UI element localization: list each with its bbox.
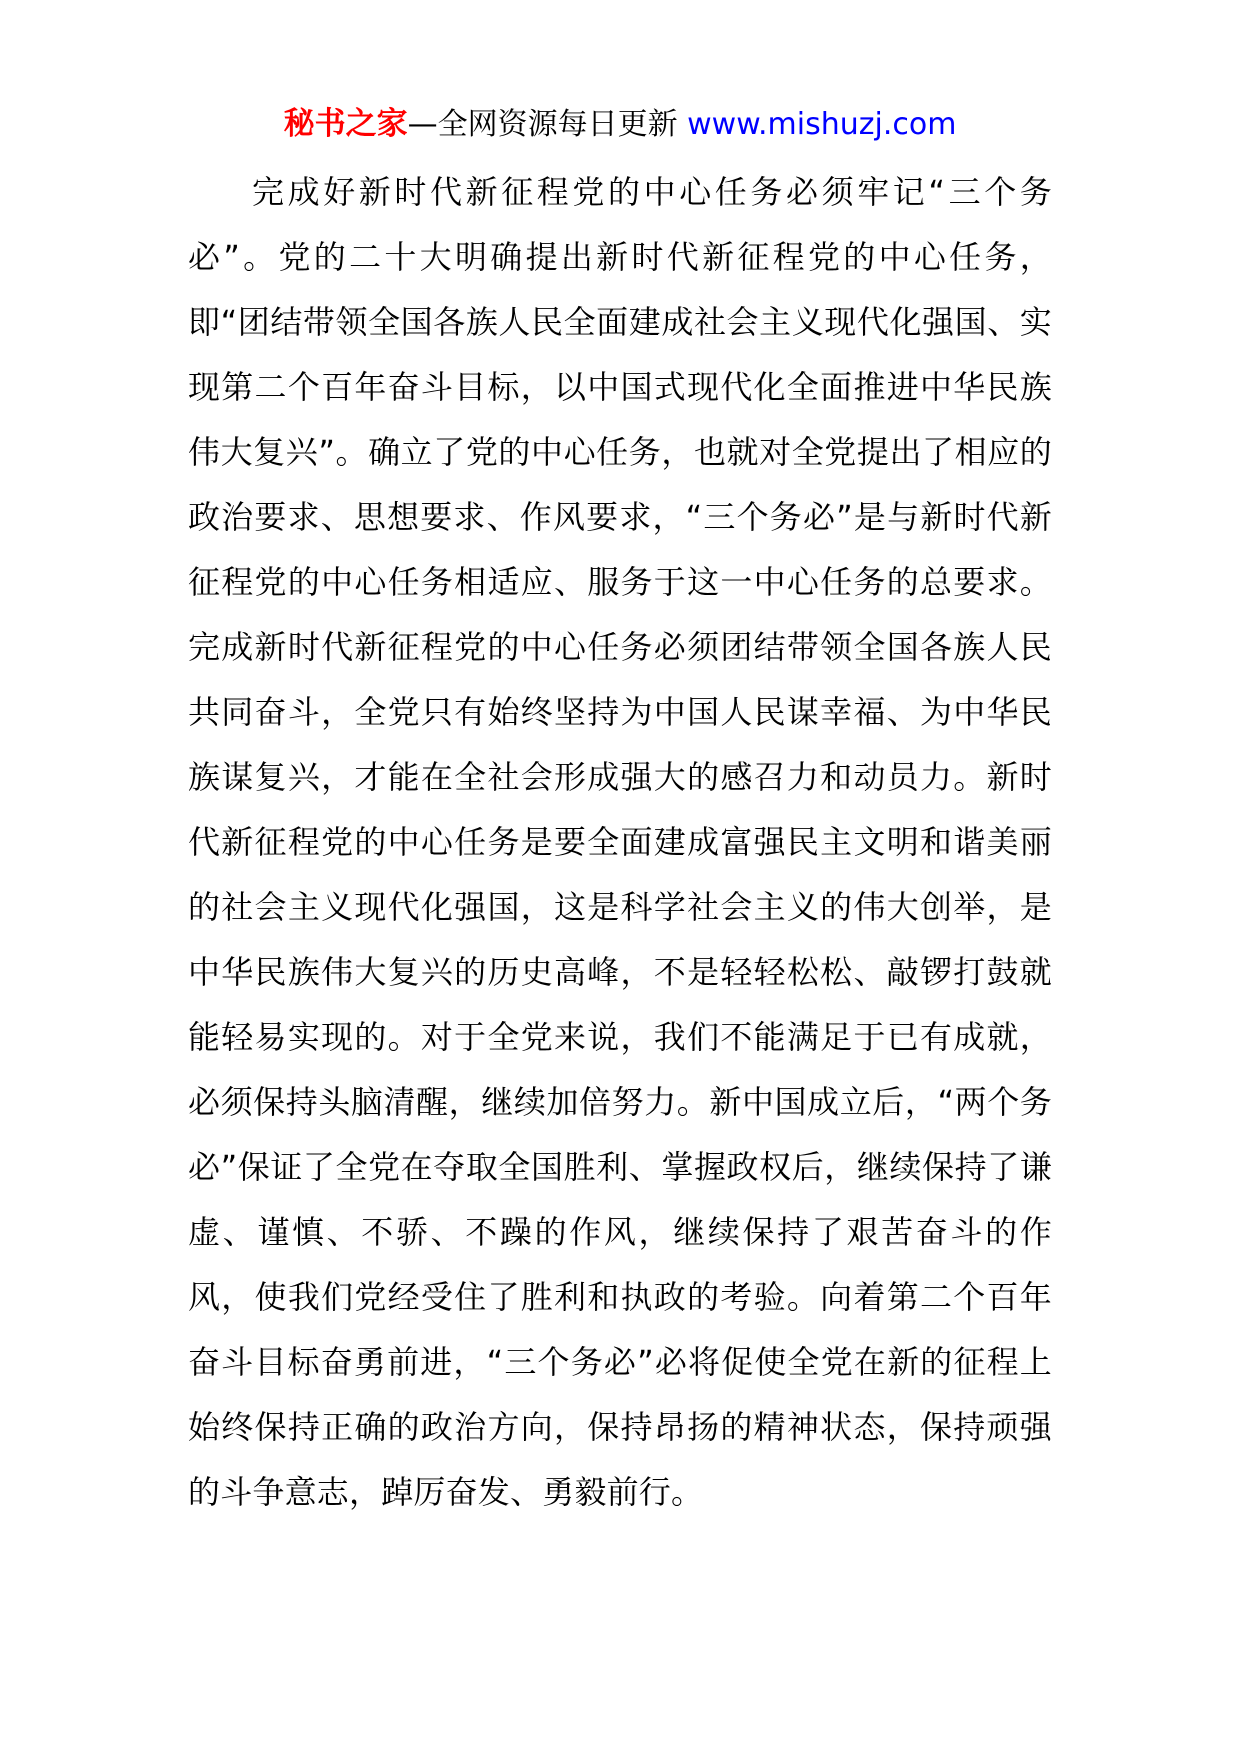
page-header (0, 100, 1240, 149)
brand-name: 秘书之家 (283, 106, 408, 142)
website-link[interactable]: www.mishuzj.com (687, 107, 957, 142)
body-paragraph: 完成好新时代新征程党的中心任务必须牢记“三个务必”。党的二十大明确提出新时代新征程党的中心任务，即“团结带领全国各族人民全面建成社会主义现代化强国、实现第二个百年奋斗目标，以中国式现代化全面推进中华民族伟大复兴”。确立了党的中心任务，也就对全党提出了相应的政治要求、思想要求、作风要求，“三个务必”是与新时代新征程党的中心任务相适应、服务于这一中心任务的总要求。完成新时代新征程党的中心任务必须团结带领全国各族人民共同奋斗，全党只有始终坚持为中国人民谋幸福、为中华民族谋复兴，才能在全社会形成强大的感召力和动员力。新时代新征程党的中心任务是要全面建成富强民主文明和谐美丽的社会主义现代化强国，这是科学社会主义的伟大创举，是中华民族伟大复兴的历史高峰，不是轻轻松松、敲锣打鼓就能轻易实现的。对于全党来说，我们不能满足于已有成就，必须保持头脑清醒，继续加倍努力。新中国成立后，“两个务必”保证了全党在夺取全国胜利、掌握政权后，继续保持了谦虚、谨慎、不骄、不躁的作风，继续保持了艰苦奋斗的作风，使我们党经受住了胜利和执政的考验。向着第二个百年奋斗目标奋勇前进，“三个务必”必将促使全党在新的征程上始终保持正确的政治方向，保持昂扬的精神状态，保持顽强的斗争意志，踔厉奋发、勇毅前行。 (188, 173, 1052, 1511)
header-tagline: —全网资源每日更新 (407, 107, 678, 142)
